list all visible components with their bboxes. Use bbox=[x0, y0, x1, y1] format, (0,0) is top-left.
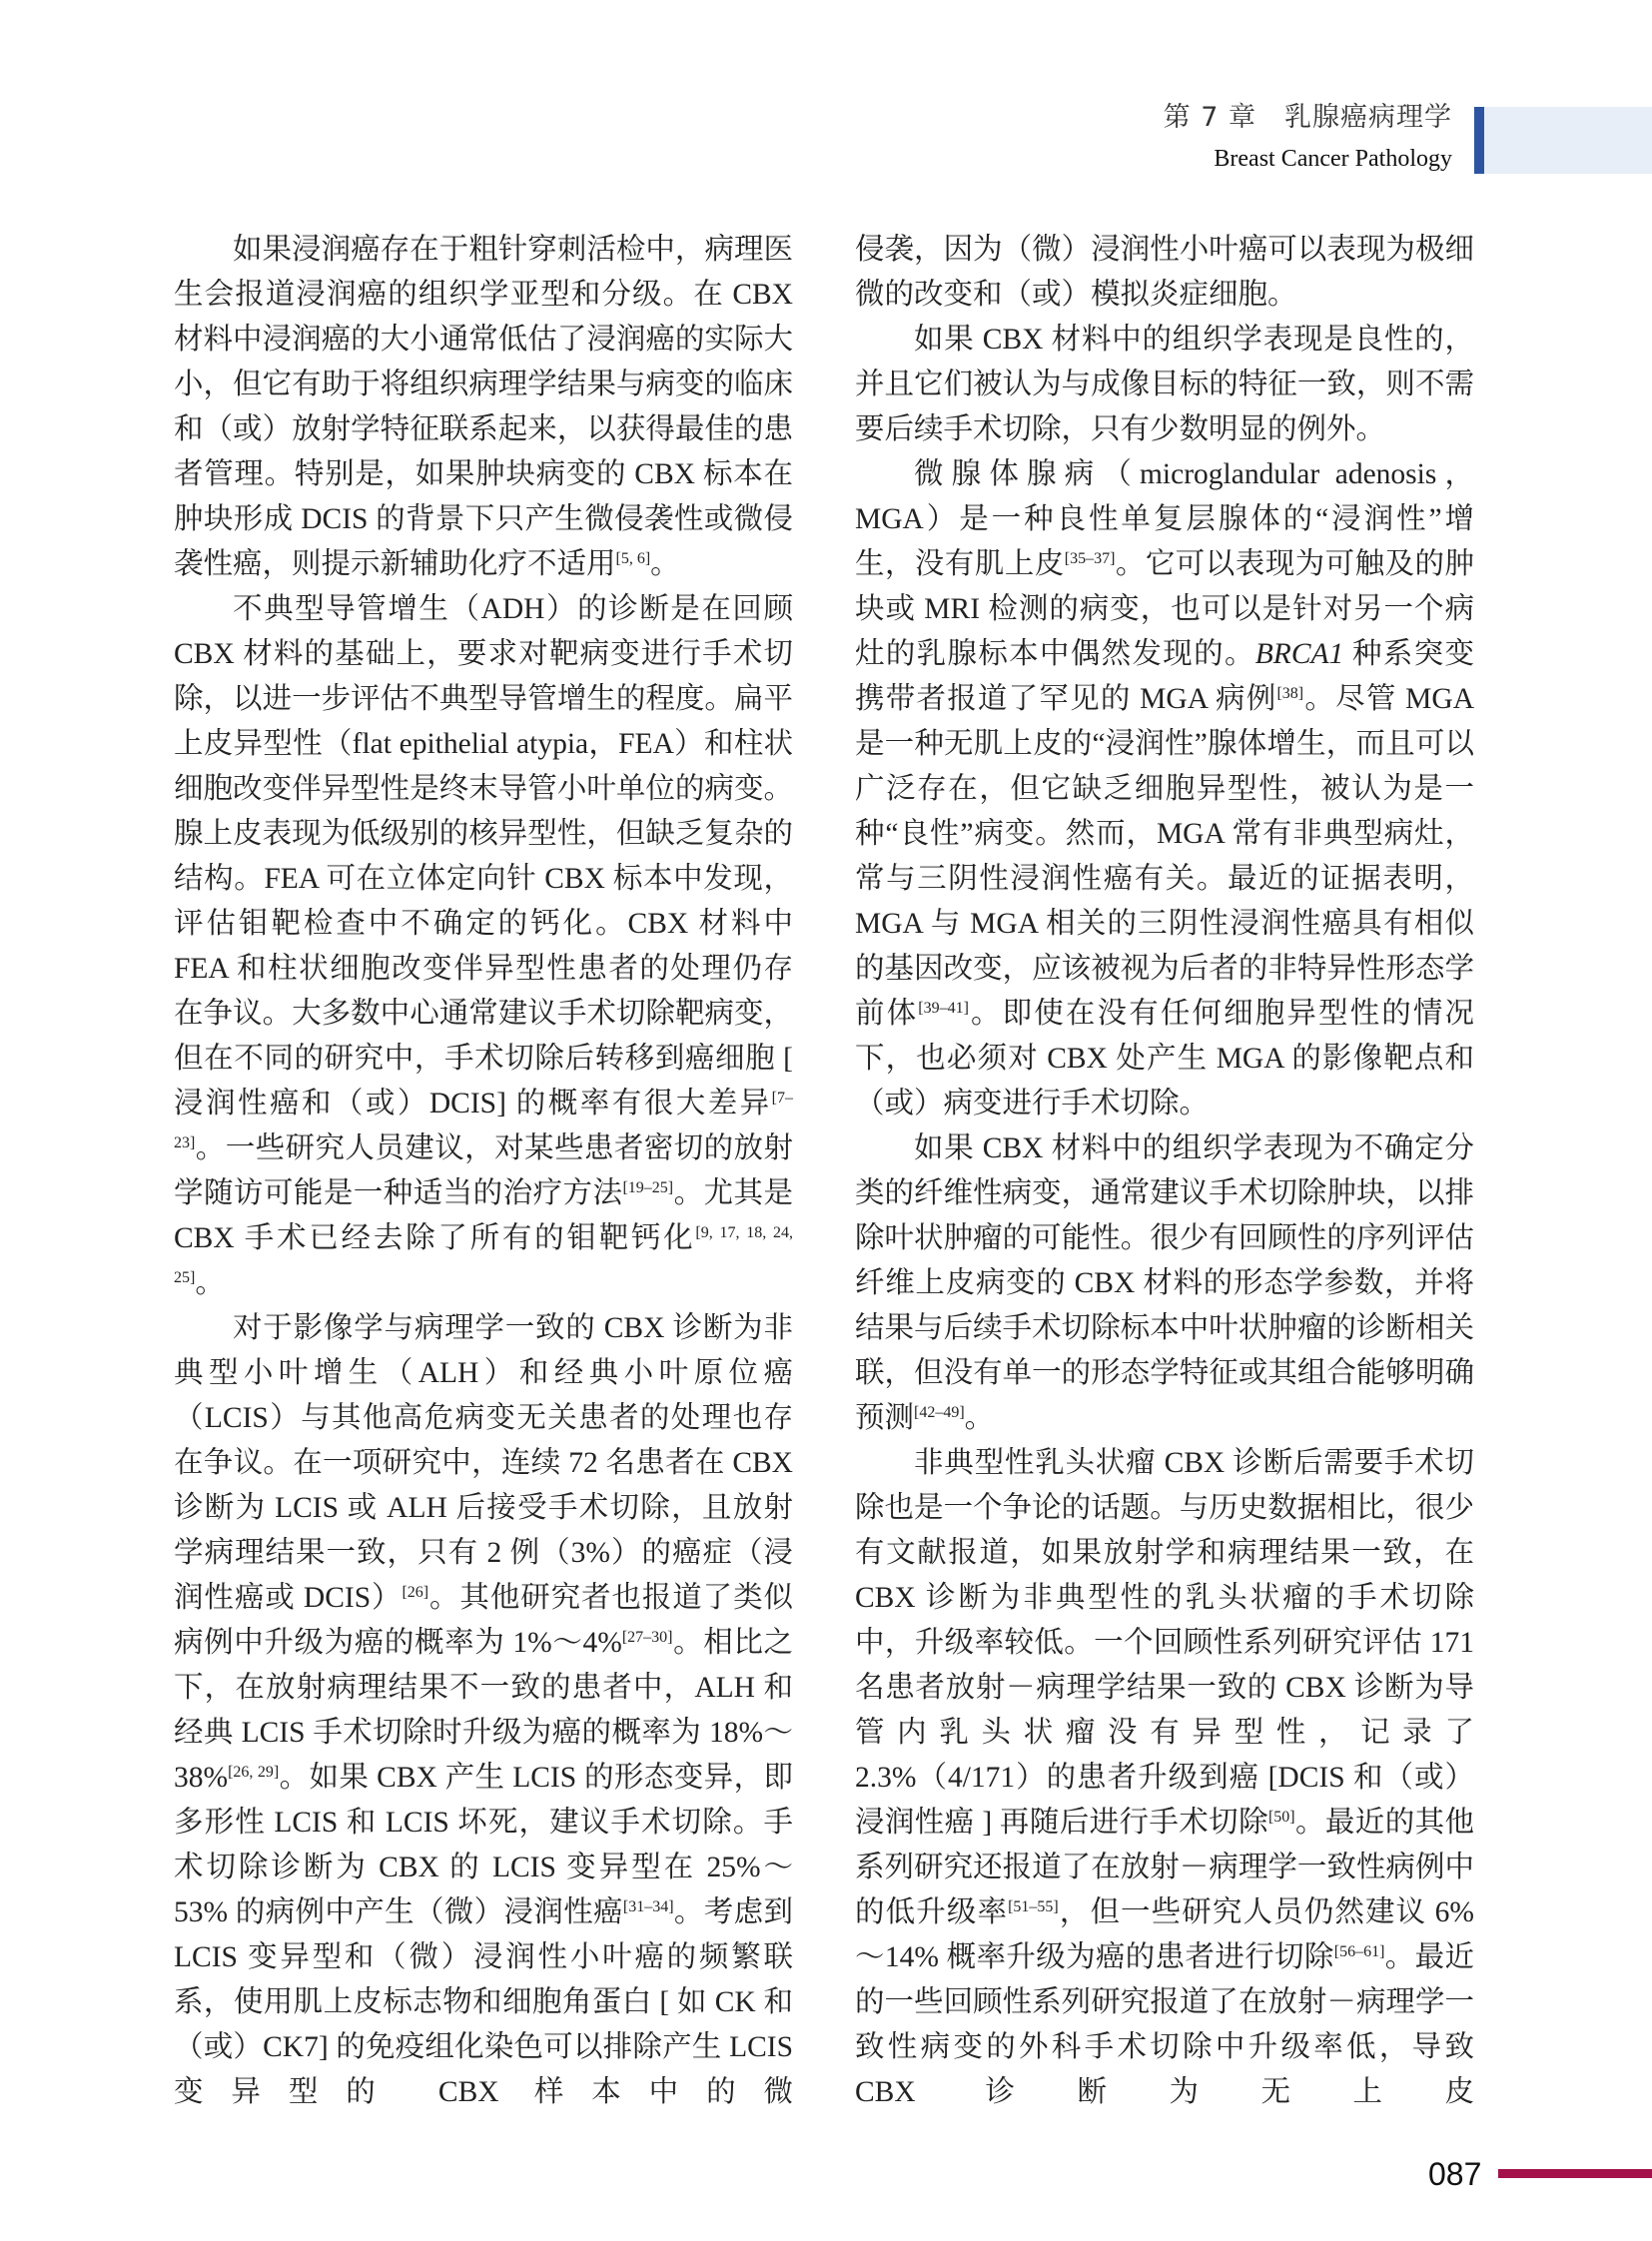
text-run: 。 bbox=[650, 548, 680, 580]
text-run: 。 bbox=[964, 1402, 995, 1434]
text-run: 非典型性乳头状瘤 CBX 诊断后需要手术切除也是一个争论的话题。与历史数据相比，很少有文献报道，如果放射学和病理结果一致，在 CBX 诊断为非典型性的乳头状瘤的手术切除中，升级率较低。一个回顾性系列研究评估 171 名患者放射－病理学结果一致的 CBX 诊断为导管内乳头状瘤没有异型性，记录了 2.3%（4/171）的患者升级到癌 [DCIS 和（或）浸润性癌 ] 再随后进行手术切除 bbox=[855, 1447, 1474, 1839]
text-run: 。相比之下，在放射病理结果不一致的患者中，ALH 和经典 LCIS 手术切除时升级为癌的概率为 18%～38% bbox=[174, 1627, 793, 1794]
paragraph bbox=[855, 228, 1474, 318]
citation-ref: [56–61] bbox=[1333, 1943, 1385, 1960]
text-run: 如果浸润癌存在于粗针穿刺活检中，病理医生会报道浸润癌的组织学亚型和分级。在 CBX 材料中浸润癌的大小通常低估了浸润癌的实际大小，但它有助于将组织病理学结果与病变的临床和（或）放射学特征联系起来，以获得最佳的患者管理。特别是，如果肿块病变的 CBX 标本在肿块形成 DCIS 的背景下只产生微侵袭性或微侵袭性癌，则提示新辅助化疗不适用 bbox=[174, 234, 793, 580]
book-subtitle: Breast Cancer Pathology bbox=[1214, 146, 1452, 172]
citation-ref: [35–37] bbox=[1064, 550, 1116, 567]
text-run: 。一些研究人员建议，对某些患者密切的放射学随访可能是一种适当的治疗方法 bbox=[174, 1132, 793, 1209]
citation-ref: [38] bbox=[1276, 685, 1304, 702]
page-number: 087 bbox=[1428, 2156, 1482, 2192]
citation-ref: [50] bbox=[1267, 1809, 1295, 1826]
paragraph bbox=[855, 1441, 1474, 2115]
citation-ref: [39–41] bbox=[918, 1000, 969, 1017]
text-run: ，但一些研究人员仍然建议 6%～14% 概率升级为癌的患者进行切除 bbox=[855, 1896, 1474, 1973]
text-run: 。最近的其他系列研究还报道了在放射－病理学一致性病例中的低升级率 bbox=[855, 1807, 1474, 1928]
header-accent-bar bbox=[1474, 107, 1484, 174]
citation-ref: [9, 17, 18, 24, 25] bbox=[174, 1224, 793, 1286]
text-run: 微腺体腺病（microglandular adenosis，MGA）是一种良性单复层腺体的“浸润性”增生，没有肌上皮 bbox=[855, 458, 1474, 580]
text-run: 种系突变携带者报道了罕见的 MGA 病例 bbox=[855, 638, 1474, 715]
text-run: 。考虑到 LCIS 变异型和（微）浸润性小叶癌的频繁联系，使用肌上皮标志物和细胞角蛋白 [ 如 CK 和（或）CK7] 的免疫组化染色可以排除产生 LCIS 变异型的 CBX 样本中的微 bbox=[174, 1896, 793, 2108]
citation-ref: [26] bbox=[402, 1584, 429, 1601]
citation-ref: [5, 6] bbox=[615, 550, 651, 567]
paragraph bbox=[174, 587, 793, 1306]
paragraph bbox=[855, 318, 1474, 452]
text-run: 不典型导管增生（ADH）的诊断是在回顾 CBX 材料的基础上，要求对靶病变进行手术切除，以进一步评估不典型导管增生的程度。扁平上皮异型性（flat epithelial atypia，FEA）和柱状细胞改变伴异型性是终末导管小叶单位的病变。腺上皮表现为低级别的核异型性，但缺乏复杂的结构。FEA 可在立体定向针 CBX 标本中发现，评估钼靶检查中不确定的钙化。CBX 材料中 FEA 和柱状细胞改变伴异型性患者的处理仍存在争议。大多数中心通常建议手术切除靶病变，但在不同的研究中，手术切除后转移到癌细胞 [ 浸润性癌和（或）DCIS] 的概率有很大差异 bbox=[174, 593, 793, 1120]
paragraph bbox=[174, 228, 793, 587]
text-run: 如果 CBX 材料中的组织学表现为不确定分类的纤维性病变，通常建议手术切除肿块，以排除叶状肿瘤的可能性。很少有回顾性的序列评估纤维上皮病变的 CBX 材料的形态学参数，并将结果与后续手术切除标本中叶状肿瘤的诊断相关联，但没有单一的形态学特征或其组合能够明确预测 bbox=[855, 1132, 1474, 1434]
citation-ref: [51–55] bbox=[1008, 1898, 1059, 1915]
citation-ref: [31–34] bbox=[622, 1898, 674, 1915]
text-run: 。其他研究者也报道了类似病例中升级为癌的概率为 1%～4% bbox=[174, 1582, 793, 1659]
paragraph bbox=[174, 1306, 793, 2115]
left-column bbox=[174, 228, 793, 2115]
text-run: 。最近的一些回顾性系列研究报道了在放射－病理学一致性病变的外科手术切除中升级率低，导致 CBX 诊断为无上皮 bbox=[855, 1941, 1474, 2108]
citation-ref: [27–30] bbox=[621, 1629, 673, 1646]
right-column bbox=[855, 228, 1474, 2115]
text-run: 侵袭，因为（微）浸润性小叶癌可以表现为极细微的改变和（或）模拟炎症细胞。 bbox=[855, 234, 1474, 311]
text-run: 。它可以表现为可触及的肿块或 MRI 检测的病变，也可以是针对另一个病灶的乳腺标本中偶然发现的。 bbox=[855, 548, 1474, 670]
text-run: 对于影像学与病理学一致的 CBX 诊断为非典型小叶增生（ALH）和经典小叶原位癌（LCIS）与其他高危病变无关患者的处理也存在争议。在一项研究中，连续 72 名患者在 CBX 诊断为 LCIS 或 ALH 后接受手术切除，且放射学病理结果一致，只有 2 例（3%）的癌症（浸润性癌或 DCIS） bbox=[174, 1312, 793, 1614]
chapter-title: 第 7 章 乳腺癌病理学 bbox=[1163, 102, 1452, 133]
text-run: 如果 CBX 材料中的组织学表现是良性的，并且它们被认为与成像目标的特征一致，则不需要后续手术切除，只有少数明显的例外。 bbox=[855, 324, 1474, 445]
header-tab-box bbox=[1484, 107, 1652, 174]
citation-ref: [19–25] bbox=[622, 1179, 674, 1196]
citation-ref: [7–23] bbox=[174, 1090, 793, 1151]
paragraph bbox=[855, 1126, 1474, 1441]
gene-name: BRCA1 bbox=[1254, 638, 1344, 670]
footer-accent-bar bbox=[1498, 2169, 1652, 2178]
paragraph bbox=[855, 452, 1474, 1126]
text-run: 。尽管 MGA 是一种无肌上皮的“浸润性”腺体增生，而且可以广泛存在，但它缺乏细胞异型性，被认为是一种“良性”病变。然而，MGA 常有非典型病灶，常与三阴性浸润性癌有关。最近的证据表明，MGA 与 MGA 相关的三阴性浸润性癌具有相似的基因改变，应该被视为后者的非特异性形态学前体 bbox=[855, 683, 1474, 1030]
text-run: 。如果 CBX 产生 LCIS 的形态变异，即多形性 LCIS 和 LCIS 坏死，建议手术切除。手术切除诊断为 CBX 的 LCIS 变异型在 25%～53% 的病例中产生（微）浸润性癌 bbox=[174, 1762, 793, 1928]
text-run: 。 bbox=[195, 1267, 225, 1299]
citation-ref: [42–49] bbox=[914, 1404, 965, 1421]
citation-ref: [26, 29] bbox=[228, 1764, 280, 1781]
text-run: 。尤其是 CBX 手术已经去除了所有的钼靶钙化 bbox=[174, 1177, 793, 1254]
text-run: 。即使在没有任何细胞异型性的情况下，也必须对 CBX 处产生 MGA 的影像靶点和（或）病变进行手术切除。 bbox=[855, 998, 1474, 1120]
